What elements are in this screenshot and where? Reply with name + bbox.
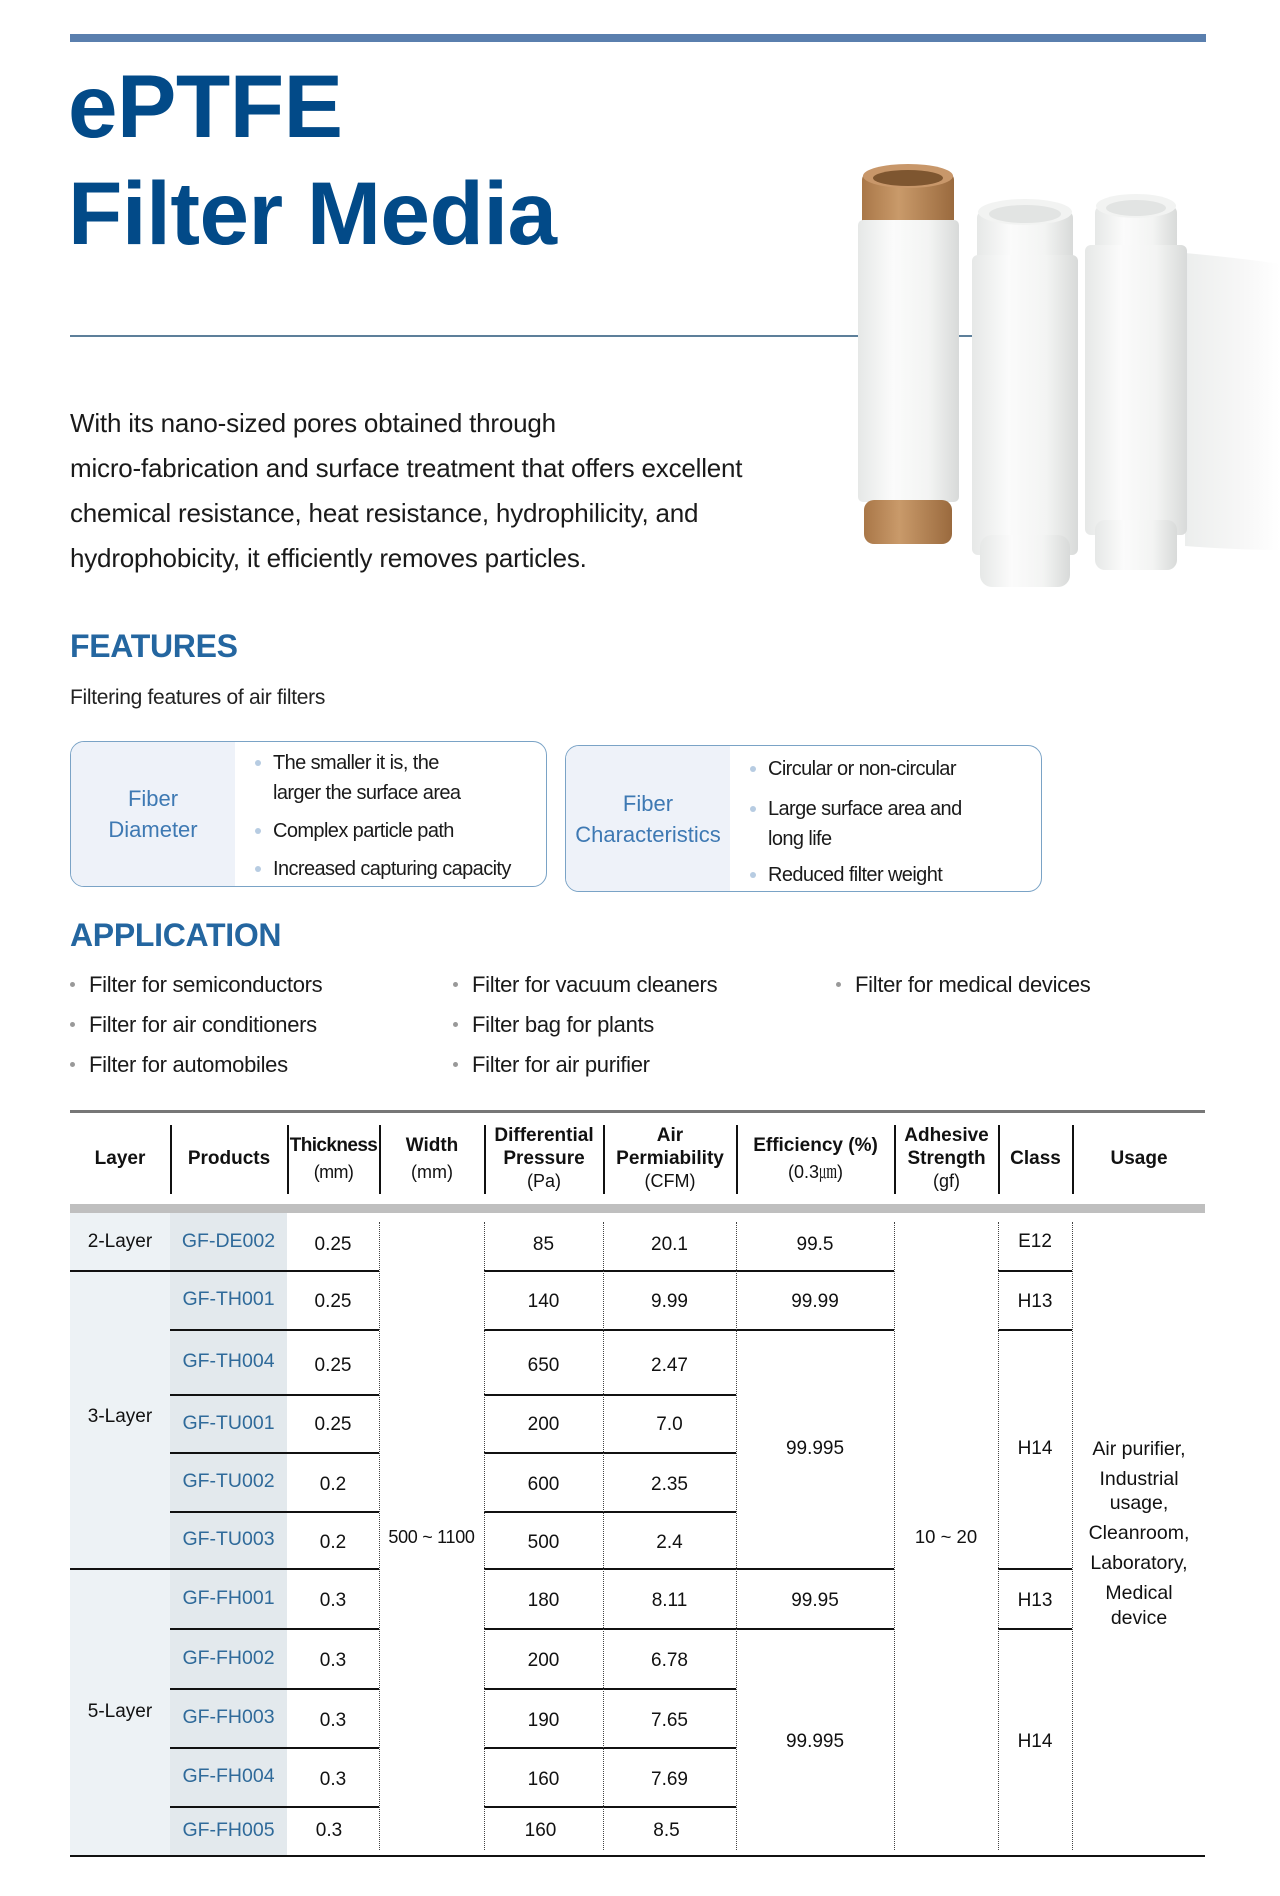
column-header-width: Width (mm) (405, 1134, 459, 1182)
thickness-cell: 0.2 (319, 1531, 347, 1553)
bullet-icon (70, 982, 75, 987)
pressure-cell: 650 (527, 1354, 560, 1376)
product-cell: GF-DE002 (181, 1230, 276, 1252)
column-header-thickness: Thickness (mm) (289, 1134, 378, 1182)
product-cell: GF-TU001 (182, 1411, 275, 1434)
class-cell: E12 (1018, 1230, 1052, 1252)
intro-line: chemical resistance, heat resistance, hydrophilicity, and (70, 498, 699, 528)
table-bottom-rule (70, 1855, 1205, 1857)
intro-line: hydrophobicity, it efficiently removes particles. (70, 543, 587, 573)
pressure-cell: 600 (527, 1473, 560, 1495)
product-cell: GF-TU003 (182, 1528, 275, 1550)
class-cell: H13 (1017, 1290, 1053, 1312)
usage-line: Air purifier, (1092, 1438, 1186, 1460)
thickness-cell: 0.2 (319, 1473, 347, 1495)
layer-cell: 3-Layer (87, 1405, 153, 1427)
usage-line: usage, (1109, 1492, 1169, 1514)
page-title-line1: ePTFE (68, 56, 343, 156)
usage-cell (1073, 1436, 1205, 1632)
thickness-cell: 0.3 (319, 1709, 347, 1731)
column-header-air-permeability: Air Permiability (CFM) (616, 1125, 724, 1191)
application-item (453, 1012, 654, 1038)
feature-label-line: Characteristics (575, 821, 721, 847)
permeability-cell: 2.35 (651, 1473, 688, 1495)
pressure-cell: 160 (524, 1819, 557, 1841)
adhesive-strength-cell: 10 ~ 20 (914, 1526, 978, 1547)
header-band (70, 1204, 1205, 1213)
feature-label-line: Fiber (127, 786, 179, 811)
feature-item: Circular or non-circular (748, 754, 1041, 784)
application-item (70, 1012, 317, 1038)
feature-item: Large surface area and long life (748, 794, 968, 854)
pressure-cell: 160 (527, 1768, 560, 1790)
efficiency-cell: 99.995 (785, 1730, 845, 1752)
product-cell: GF-FH003 (182, 1706, 275, 1728)
column-header-layer: Layer (94, 1148, 146, 1169)
product-cell: GF-TU002 (182, 1470, 275, 1492)
permeability-cell: 8.5 (653, 1819, 680, 1841)
application-heading: APPLICATION (70, 917, 282, 953)
thickness-cell: 0.3 (319, 1650, 347, 1671)
usage-line: Cleanroom, (1088, 1522, 1190, 1544)
application-item (453, 1052, 650, 1078)
column-header-differential-pressure: Differential Pressure (Pa) (494, 1125, 594, 1191)
bullet-icon (453, 982, 458, 987)
feature-list (730, 746, 1041, 891)
product-cell: GF-TH004 (182, 1350, 275, 1372)
application-item (453, 972, 717, 998)
width-cell: 500 ~ 1100 (388, 1526, 475, 1547)
column-header-products: Products (187, 1148, 271, 1169)
thickness-cell: 0.25 (314, 1354, 352, 1376)
intro-paragraph (70, 401, 850, 581)
feature-box-fiber-diameter (70, 741, 547, 887)
application-item-label: Filter for air conditioners (89, 1012, 317, 1037)
application-item (836, 972, 1091, 998)
permeability-cell: 6.78 (651, 1650, 688, 1671)
bullet-icon (70, 1022, 75, 1027)
pressure-cell: 140 (527, 1290, 560, 1312)
application-item-label: Filter bag for plants (472, 1012, 655, 1037)
pressure-cell: 200 (527, 1650, 560, 1671)
row-divider (998, 1568, 1072, 1570)
column-header-efficiency: Efficiency (%) (0.3㎛) (753, 1134, 878, 1182)
feature-item: Reduced filter weight (748, 860, 1041, 890)
feature-list (235, 742, 546, 886)
thickness-cell: 0.25 (314, 1233, 352, 1255)
feature-label (566, 746, 730, 891)
efficiency-cell: 99.95 (791, 1590, 839, 1611)
permeability-cell: 9.99 (651, 1290, 688, 1312)
layer-cell: 5-Layer (87, 1700, 153, 1722)
application-item (70, 972, 322, 998)
application-item-label: Filter for automobiles (89, 1052, 288, 1077)
column-header-adhesive-strength: Adhesive Strength (gf) (904, 1125, 989, 1191)
permeability-cell: 2.4 (656, 1531, 683, 1553)
thickness-cell: 0.3 (315, 1819, 343, 1841)
permeability-cell: 7.65 (651, 1709, 688, 1731)
usage-line: device (1110, 1607, 1168, 1629)
feature-item: Complex particle path (253, 816, 546, 846)
filter-rolls-illustration (840, 150, 1280, 600)
permeability-cell: 7.0 (656, 1414, 683, 1435)
features-heading: FEATURES (70, 628, 238, 664)
feature-label-line: Fiber (622, 790, 674, 816)
class-cell: H14 (1017, 1437, 1053, 1459)
pressure-cell: 500 (527, 1531, 560, 1553)
usage-line: Industrial (1099, 1468, 1179, 1490)
intro-line: micro-fabrication and surface treatment that offers excellent (70, 453, 743, 483)
thickness-cell: 0.3 (319, 1590, 347, 1611)
permeability-cell: 8.11 (651, 1590, 688, 1611)
bullet-icon (453, 1062, 458, 1067)
product-cell: GF-TH001 (182, 1288, 275, 1310)
title-divider (70, 335, 974, 337)
product-cell: GF-FH001 (182, 1586, 275, 1609)
application-item (70, 1052, 288, 1078)
pressure-cell: 180 (527, 1590, 560, 1611)
bullet-icon (70, 1062, 75, 1067)
features-subtitle: Filtering features of air filters (70, 686, 326, 709)
product-cell: GF-FH004 (182, 1765, 275, 1787)
pressure-cell: 200 (527, 1414, 560, 1435)
product-cell: GF-FH005 (182, 1819, 275, 1841)
feature-item: The smaller it is, the larger the surface area (253, 748, 483, 808)
bullet-icon (453, 1022, 458, 1027)
thickness-cell: 0.25 (314, 1290, 352, 1312)
thickness-cell: 0.25 (314, 1414, 352, 1435)
permeability-cell: 20.1 (651, 1233, 688, 1255)
intro-line: With its nano-sized pores obtained through (70, 408, 556, 438)
top-accent-bar (70, 34, 1206, 42)
efficiency-cell: 99.995 (785, 1437, 845, 1459)
permeability-cell: 7.69 (651, 1768, 688, 1790)
row-divider (736, 1568, 894, 1570)
efficiency-cell: 99.5 (796, 1233, 834, 1255)
usage-line: Laboratory, (1090, 1552, 1188, 1574)
application-item-label: Filter for medical devices (855, 972, 1091, 997)
feature-label-line: Diameter (108, 817, 198, 842)
application-item-label: Filter for semiconductors (89, 972, 323, 997)
product-cell: GF-FH002 (182, 1646, 275, 1669)
thickness-cell: 0.3 (319, 1768, 347, 1790)
feature-item: Increased capturing capacity (253, 854, 546, 884)
class-cell: H14 (1017, 1730, 1053, 1752)
usage-line: Medical (1105, 1582, 1173, 1604)
application-item-label: Filter for vacuum cleaners (472, 972, 718, 997)
feature-box-fiber-characteristics (565, 745, 1042, 892)
efficiency-cell: 99.99 (791, 1290, 839, 1312)
application-item-label: Filter for air purifier (472, 1052, 650, 1077)
hero-product-image (840, 150, 1280, 600)
bullet-icon (836, 982, 841, 987)
permeability-cell: 2.47 (651, 1354, 688, 1376)
class-cell: H13 (1017, 1590, 1053, 1611)
column-header-class: Class (1010, 1148, 1061, 1169)
feature-label (71, 742, 235, 886)
pressure-cell: 190 (527, 1709, 560, 1731)
page-title-line2: Filter Media (68, 163, 557, 263)
pressure-cell: 85 (532, 1233, 555, 1255)
column-header-usage: Usage (1110, 1148, 1168, 1169)
layer-cell: 2-Layer (87, 1230, 153, 1252)
